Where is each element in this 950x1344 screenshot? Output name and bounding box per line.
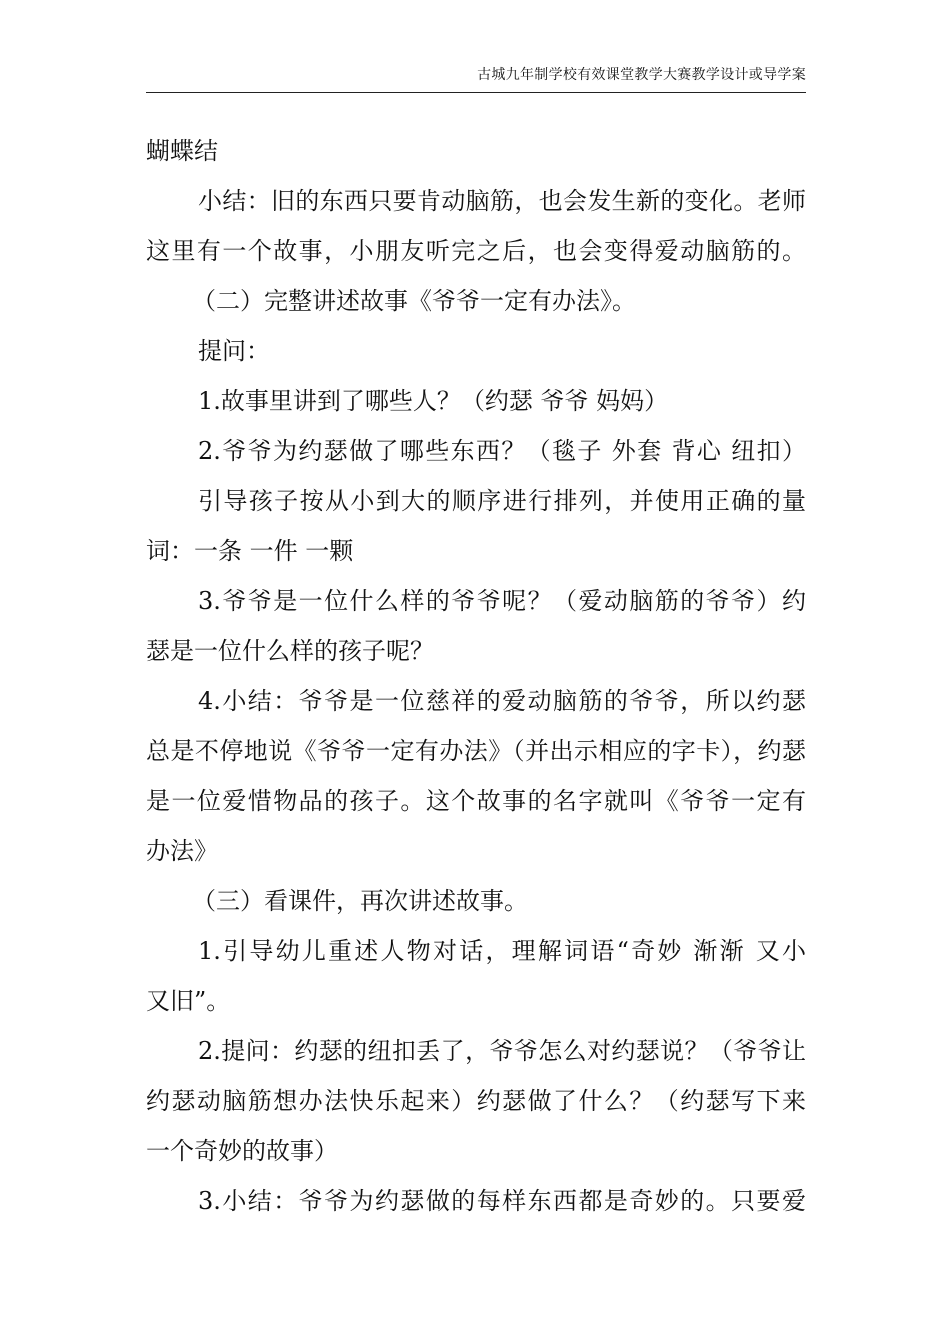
text-line: 办法》 [146, 837, 218, 865]
section-heading: （二）完整讲述故事《爷爷一定有办法》。 [192, 287, 636, 315]
text-line: 词：一条 一件 一颗 [146, 537, 354, 565]
text-line: 瑟是一位什么样的孩子呢？ [146, 637, 434, 665]
text-line: 1.引导幼儿重述人物对话，理解词语“奇妙 渐渐 又小 [198, 937, 806, 965]
text-line: 2.爷爷为约瑟做了哪些东西？（毯子 外套 背心 纽扣） [198, 437, 806, 465]
page-header [146, 58, 806, 93]
text-line: 这里有一个故事，小朋友听完之后，也会变得爱动脑筋的。 [146, 237, 806, 265]
text-line: 蝴蝶结 [146, 137, 218, 165]
text-line: 一个奇妙的故事） [146, 1137, 338, 1165]
text-line: 约瑟动脑筋想办法快乐起来）约瑟做了什么？（约瑟写下来 [146, 1087, 806, 1115]
text-line: 3.爷爷是一位什么样的爷爷呢？（爱动脑筋的爷爷）约 [198, 587, 806, 615]
document-body [146, 126, 806, 1226]
section-heading: （三）看课件，再次讲述故事。 [192, 887, 528, 915]
text-line: 4.小结：爷爷是一位慈祥的爱动脑筋的爷爷，所以约瑟 [198, 687, 806, 715]
text-line: 2.提问：约瑟的纽扣丢了，爷爷怎么对约瑟说？（爷爷让 [198, 1037, 806, 1065]
text-line: 1.故事里讲到了哪些人？（约瑟 爷爷 妈妈） [198, 387, 669, 415]
header-title: 古城九年制学校有效课堂教学大赛教学设计或导学案 [477, 67, 806, 83]
text-line: 提问： [198, 337, 270, 365]
text-line: 是一位爱惜物品的孩子。这个故事的名字就叫《爷爷一定有 [146, 787, 806, 815]
text-line: 总是不停地说《爷爷一定有办法》（并出示相应的字卡），约瑟 [146, 737, 806, 765]
text-line: 小结：旧的东西只要肯动脑筋，也会发生新的变化。老师 [198, 187, 806, 215]
text-line: 引导孩子按从小到大的顺序进行排列，并使用正确的量 [198, 487, 806, 515]
text-line: 又旧”。 [146, 987, 231, 1015]
text-line: 3.小结：爷爷为约瑟做的每样东西都是奇妙的。只要爱 [198, 1187, 806, 1215]
